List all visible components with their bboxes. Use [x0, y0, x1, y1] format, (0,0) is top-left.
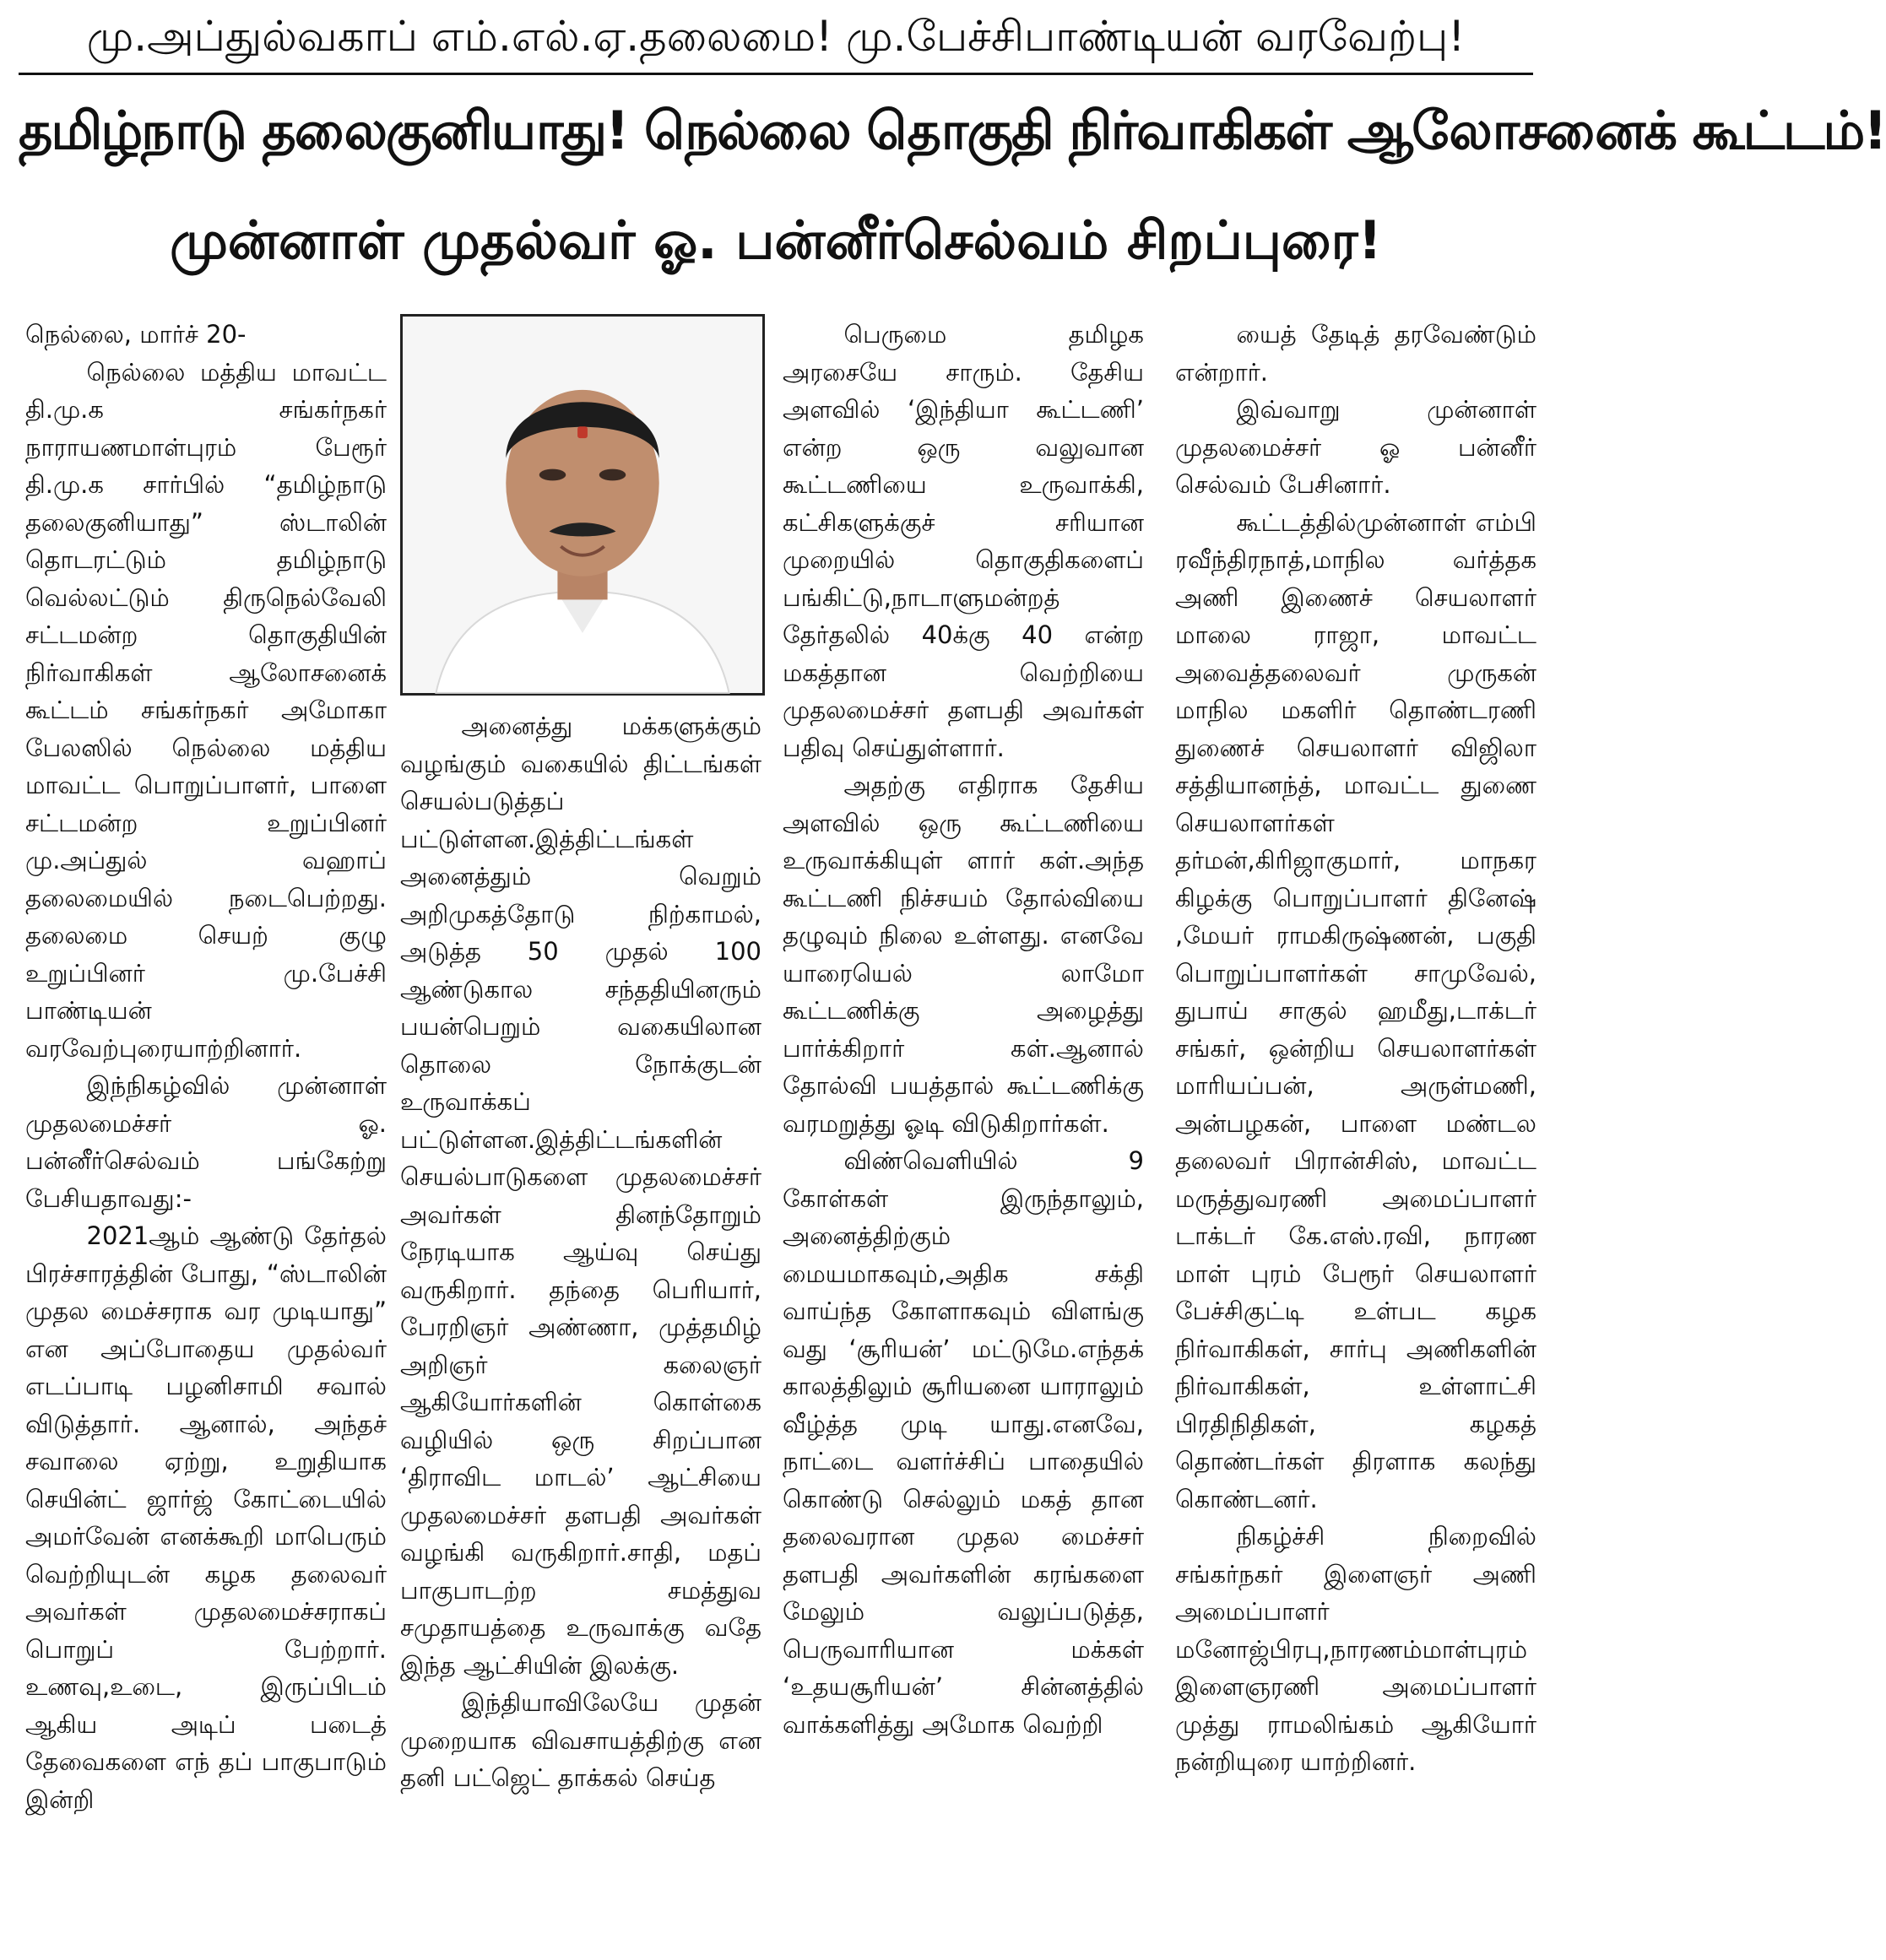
kicker-line: மு.அப்துல்வகாப் எம்.எல்.ஏ.தலைமை! மு.பேச்சிபாண்டியன் வரவேற்பு!	[19, 0, 1533, 75]
column-4	[1175, 316, 1536, 1960]
paragraph: யைத் தேடித் தரவேண்டும் என்றார்.	[1175, 320, 1536, 387]
column-3	[783, 316, 1144, 1960]
paragraph: விண்வெளியில் 9 கோள்கள் இருந்தாலும், அனைத்திற்கும் மையமாகவும்,அதிக சக்தி வாய்ந்த கோளாகவும் விளங்கு வது ‘சூரியன்’ மட்டுமே.எந்தக் காலத்திலும் சூரியனை யாராலும் வீழ்த்த முடி யாது.எனவே, நாட்டை வளர்ச்சிப் பாதையில் கொண்டு செல்லும் மகத் தான தலைவரான முதல மைச்சர் தளபதி அவர்களின் கரங்களை மேலும் வலுப்படுத்த, பெருவாரியான மக்கள் ‘உதயசூரியன்’ சின்னத்தில் வாக்களித்து அமோக வெற்றி	[783, 1146, 1144, 1739]
paragraph: இந்நிகழ்வில் முன்னாள் முதலமைச்சர் ஓ. பன்னீர்செல்வம் பங்கேற்று பேசியதாவது:-	[25, 1071, 387, 1213]
column-1	[25, 316, 387, 1960]
article-body	[19, 304, 1536, 1960]
paragraph: அதற்கு எதிராக தேசிய அளவில் ஒரு கூட்டணியை உருவாக்கியுள் ளார் கள்.அந்த கூட்டணி நிச்சயம் தோல்வியை தழுவும் நிலை உள்ளது. எனவே யாரையெல் லாமோ கூட்டணிக்கு அழைத்து பார்க்கிறார் கள்.ஆனால் தோல்வி பயத்தால் கூட்டணிக்கு வரமறுத்து ஓடி விடுகிறார்கள்.	[783, 771, 1144, 1138]
paragraph: நெல்லை மத்திய மாவட்ட தி.மு.க சங்கர்நகர் நாராயணமாள்புரம் பேரூர் தி.மு.க சார்பில் “தமிழ்நாடு தலைகுனியாது” ஸ்டாலின் தொடரட்டும் தமிழ்நாடு வெல்லட்டும் திருநெல்வேலி சட்டமன்ற தொகுதியின் நிர்வாகிகள் ஆலோசனைக் கூட்டம் சங்கர்நகர் அமோகா பேலஸில் நெல்லை மத்திய மாவட்ட பொறுப்பாளர், பாளை சட்டமன்ற உறுப்பினர் மு.அப்துல் வஹாப் தலைமையில் நடைபெற்றது. தலைமை செயற் குழு உறுப்பினர் மு.பேச்சி பாண்டியன் வரவேற்புரையாற்றினார்.	[25, 357, 387, 1063]
sub-headline: முன்னாள் முதல்வர் ஓ. பன்னீர்செல்வம் சிறப்புரை!	[170, 209, 1382, 271]
paragraph: 2021ஆம் ஆண்டு தேர்தல் பிரச்சாரத்தின் போது, “ஸ்டாலின் முதல மைச்சராக வர முடியாது” என அப்போதைய முதல்வர் எடப்பாடி பழனிசாமி சவால் விடுத்தார். ஆனால், அந்தச் சவாலை ஏற்று, உறுதியாக செயின்ட் ஜார்ஜ் கோட்டையில் அமர்வேன் எனக்கூறி மாபெரும் வெற்றியுடன் கழக தலைவர் அவர்கள் முதலமைச்சராகப் பொறுப் பேற்றார். உணவு,உடை, இருப்பிடம் ஆகிய அடிப் படைத் தேவைகளை எந் தப் பாகுபாடும் இன்றி	[25, 1221, 387, 1814]
paragraph: அனைத்து மக்களுக்கும் வழங்கும் வகையில் திட்டங்கள் செயல்படுத்தப் பட்டுள்ளன.இத்திட்டங்கள் அனைத்தும் வெறும் அறிமுகத்தோடு நிற்காமல், அடுத்த 50 முதல் 100 ஆண்டுகால சந்ததியினரும் பயன்பெறும் வகையிலான தொலை நோக்குடன் உருவாக்கப் பட்டுள்ளன.இத்திட்டங்களின் செயல்பாடுகளை முதலமைச்சர் அவர்கள் தினந்தோறும் நேரடியாக ஆய்வு செய்து வருகிறார். தந்தை பெரியார், பேரறிஞர் அண்ணா, முத்தமிழ் அறிஞர் கலைஞர் ஆகியோர்களின் கொள்கை வழியில் ஒரு சிறப்பான ‘திராவிட மாடல்’ ஆட்சியை முதலமைச்சர் தளபதி அவர்கள் வழங்கி வருகிறார்.சாதி, மதப் பாகுபாடற்ற சமத்துவ சமுதாயத்தை உருவாக்கு வதே இந்த ஆட்சியின் இலக்கு.	[400, 712, 761, 1680]
column-2	[400, 707, 761, 1960]
portrait-photo	[400, 314, 765, 696]
paragraph: இந்தியாவிலேயே முதன் முறையாக விவசாயத்திற்கு என தனி பட்ஜெட் தாக்கல் செய்த	[400, 1688, 761, 1792]
paragraph: நிகழ்ச்சி நிறைவில் சங்கர்நகர் இளைஞர் அணி அமைப்பாளர் மனோஜ்பிரபு,நாரணம்மாள்புரம் இளைஞரணி அமைப்பாளர் முத்து ராமலிங்கம் ஆகியோர் நன்றியுரை யாற்றினர்.	[1175, 1522, 1536, 1776]
dateline: நெல்லை, மார்ச் 20-	[25, 320, 247, 349]
paragraph: கூட்டத்தில்முன்னாள் எம்பி ரவீந்திரநாத்,மாநில வர்த்தக அணி இணைச் செயலாளர் மாலை ராஜா, மாவட்ட அவைத்தலைவர் முருகன் மாநில மகளிர் தொண்டரணி துணைச் செயலாளர் விஜிலா சத்தியானந்த், மாவட்ட துணை செயலாளர்கள் தர்மன்,கிரிஜாகுமார், மாநகர கிழக்கு பொறுப்பாளர் தினேஷ் ,மேயர் ராமகிருஷ்ணன், பகுதி பொறுப்பாளர்கள் சாமுவேல், துபாய் சாகுல் ஹமீது,டாக்டர் சங்கர், ஒன்றிய செயலாளர்கள் மாரியப்பன், அருள்மணி, அன்பழகன், பாளை மண்டல தலைவர் பிரான்சிஸ், மாவட்ட மருத்துவரணி அமைப்பாளர் டாக்டர் கே.எஸ்.ரவி, நாரண மாள் புரம் பேரூர் செயலாளர் பேச்சிகுட்டி உள்பட கழக நிர்வாகிகள், சார்பு அணிகளின் நிர்வாகிகள், உள்ளாட்சி பிரதிநிதிகள், கழகத் தொண்டர்கள் திரளாக கலந்து கொண்டனர்.	[1175, 507, 1536, 1513]
paragraph: இவ்வாறு முன்னாள் முதலமைச்சர் ஓ பன்னீர் செல்வம் பேசினார்.	[1175, 395, 1536, 499]
paragraph: பெருமை தமிழக அரசையே சாரும். தேசிய அளவில் ‘இந்தியா கூட்டணி’ என்ற ஒரு வலுவான கூட்டணியை உருவாக்கி, கட்சிகளுக்குச் சரியான முறையில் தொகுதிகளைப் பங்கிட்டு,நாடாளுமன்றத் தேர்தலில் 40க்கு 40 என்ற மகத்தான வெற்றியை முதலமைச்சர் தளபதி அவர்கள் பதிவு செய்துள்ளார்.	[783, 320, 1144, 762]
main-headline: தமிழ்நாடு தலைகுனியாது! நெல்லை தொகுதி நிர்வாகிகள் ஆலோசனைக் கூட்டம்!	[19, 100, 1886, 161]
portrait-image	[403, 317, 762, 693]
